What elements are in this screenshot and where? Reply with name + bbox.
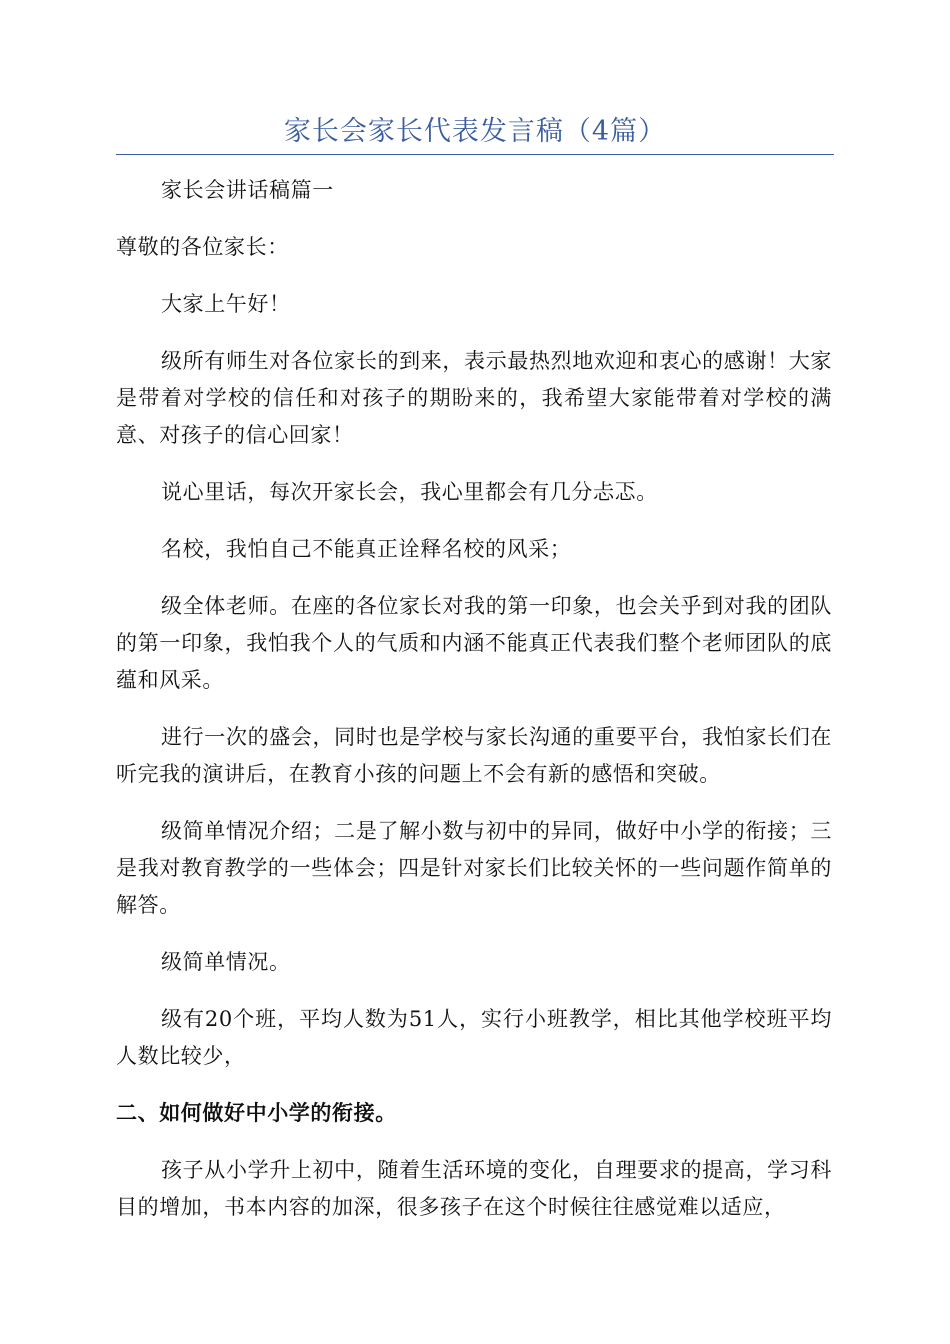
body-paragraph: 进行一次的盛会，同时也是学校与家长沟通的重要平台，我怕家长们在听完我的演讲后，在教育小孩的问题上不会有新的感悟和突破。 bbox=[116, 725, 832, 786]
document-title: 家长会家长代表发言稿（4篇） bbox=[283, 116, 667, 147]
document-body bbox=[116, 172, 832, 1246]
body-paragraph: 级简单情况。 bbox=[161, 950, 291, 974]
body-paragraph: 级所有师生对各位家长的到来，表示最热烈地欢迎和衷心的感谢！大家是带着对学校的信任和对孩子的期盼来的，我希望大家能带着对学校的满意、对孩子的信心回家！ bbox=[116, 349, 832, 447]
body-paragraph: 名校，我怕自己不能真正诠释名校的风采； bbox=[161, 537, 572, 561]
salutation: 尊敬的各位家长： bbox=[116, 235, 289, 259]
body-paragraph: 级简单情况介绍；二是了解小数与初中的异同，做好中小学的衔接；三是我对教育教学的一些体会；四是针对家长们比较关怀的一些问题作简单的解答。 bbox=[116, 819, 832, 917]
body-paragraph: 说心里话，每次开家长会，我心里都会有几分忐忑。 bbox=[161, 480, 658, 504]
body-paragraph: 级全体老师。在座的各位家长对我的第一印象，也会关乎到对我的团队的第一印象，我怕我个人的气质和内涵不能真正代表我们整个老师团队的底蕴和风采。 bbox=[116, 594, 832, 692]
body-paragraph: 级有20个班，平均人数为51人，实行小班教学，相比其他学校班平均人数比较少， bbox=[116, 1007, 832, 1068]
section-label: 家长会讲话稿篇一 bbox=[161, 178, 334, 202]
greeting: 大家上午好！ bbox=[161, 292, 291, 316]
section-heading: 二、如何做好中小学的衔接。 bbox=[116, 1101, 397, 1125]
body-paragraph: 孩子从小学升上初中，随着生活环境的变化，自理要求的提高，学习科目的增加，书本内容的加深，很多孩子在这个时候往往感觉难以适应， bbox=[116, 1158, 832, 1219]
title-underline bbox=[116, 154, 834, 155]
